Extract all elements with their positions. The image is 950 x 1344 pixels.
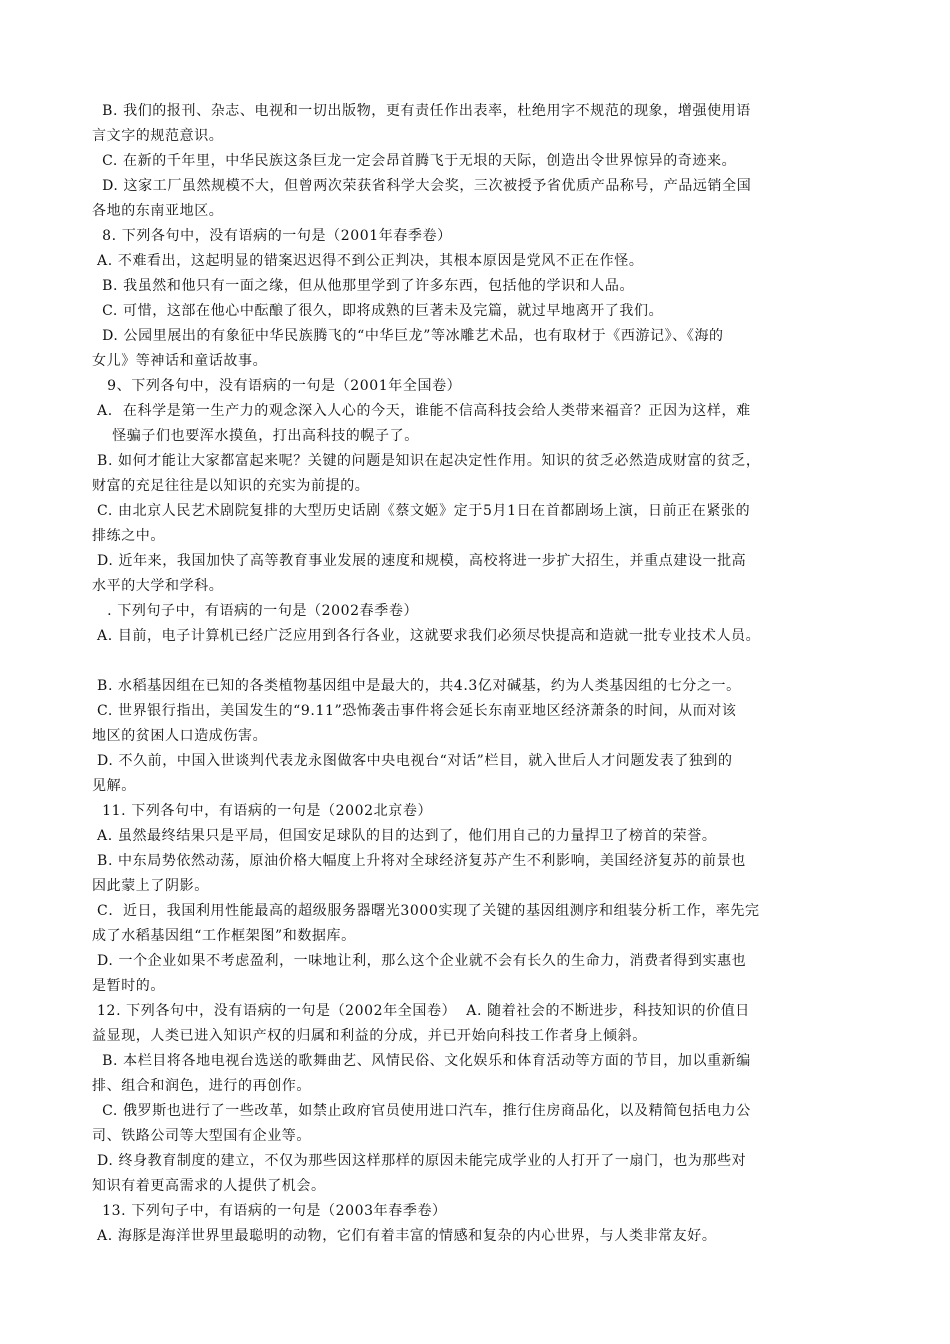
text-line: 排、组合和润色，进行的再创作。 xyxy=(92,1078,311,1094)
question-heading: 11. 下列各句中，有语病的一句是（2002北京卷） xyxy=(92,803,433,819)
text-line: 成了水稻基因组“工作框架图”和数据库。 xyxy=(92,928,356,944)
text-line: 是暂时的。 xyxy=(92,978,165,994)
text-line: B. 本栏目将各地电视台选送的歌舞曲艺、风情民俗、文化娱乐和体育活动等方面的节目，加以重新编 xyxy=(92,1053,751,1069)
text-line: D. 这家工厂虽然规模不大，但曾两次荣获省科学大会奖，三次被授予省优质产品称号，产品远销全国 xyxy=(92,178,752,194)
text-line: B. 中东局势依然动荡，原油价格大幅度上升将对全球经济复苏产生不利影响，美国经济复苏的前景也 xyxy=(92,853,746,869)
text-line: C．近日，我国利用性能最高的超级服务器曙光3000实现了关键的基因组测序和组装分析工作，率先完 xyxy=(92,903,760,919)
text-line: D. 公园里展出的有象征中华民族腾飞的“中华巨龙”等冰雕艺术品，也有取材于《西游记》、《海的 xyxy=(92,328,724,344)
text-line: A. 在科学是第一生产力的观念深入人心的今天，谁能不信高科技会给人类带来福音？正因为这样，难 xyxy=(92,403,751,419)
text-line: D. 终身教育制度的建立，不仅为那些因这样那样的原因未能完成学业的人打开了一扇门，也为那些对 xyxy=(92,1153,747,1169)
text-line: 女儿》等神话和童话故事。 xyxy=(92,353,268,369)
text-line: 因此蒙上了阴影。 xyxy=(92,878,209,894)
text-line: 各地的东南亚地区。 xyxy=(92,203,224,219)
text-line: C. 可惜，这部在他心中酝酿了很久，即将成熟的巨著未及完篇，就过早地离开了我们。 xyxy=(92,303,664,319)
text-line: C. 在新的千年里，中华民族这条巨龙一定会昂首腾飞于无垠的天际，创造出令世界惊异的奇迹来。 xyxy=(92,153,737,169)
text-line: 益显现，人类已进入知识产权的归属和利益的分成，并已开始向科技工作者身上倾斜。 xyxy=(92,1028,647,1044)
text-line: A. 目前，电子计算机已经广泛应用到各行各业，这就要求我们必须尽快提高和造就一批专业技术人员。 xyxy=(92,628,761,644)
text-line: C. 世界银行指出，美国发生的“9.11”恐怖袭击事件将会延长东南亚地区经济萧条的时间，从而对该 xyxy=(92,703,737,719)
text-line: C. 由北京人民艺术剧院复排的大型历史话剧《蔡文姬》定于5月1日在首都剧场上演，日前正在紧张的 xyxy=(92,503,751,519)
text-line: A. 海豚是海洋世界里最聪明的动物，它们有着丰富的情感和复杂的内心世界，与人类非常友好。 xyxy=(92,1228,717,1244)
text-line: 水平的大学和学科。 xyxy=(92,578,224,594)
question-heading: 13. 下列句子中，有语病的一句是（2003年春季卷） xyxy=(92,1203,447,1219)
text-line: C. 俄罗斯也进行了一些改革，如禁止政府官员使用进口汽车，推行住房商品化，以及精简包括电力公 xyxy=(92,1103,751,1119)
text-line: D. 近年来，我国加快了高等教育事业发展的速度和规模，高校将进一步扩大招生，并重点建设一批高 xyxy=(92,553,747,569)
question-heading: 12. 下列各句中，没有语病的一句是（2002年全国卷） A. 随着社会的不断进步，科技知识的价值日 xyxy=(92,1003,750,1019)
text-line: 言文字的规范意识。 xyxy=(92,128,224,144)
text-line: 司、铁路公司等大型国有企业等。 xyxy=(92,1128,311,1144)
text-line: 怪骗子们也要浑水摸鱼，打出高科技的幌子了。 xyxy=(92,428,419,444)
text-line: 地区的贫困人口造成伤害。 xyxy=(92,728,268,744)
text-line: A. 不难看出，这起明显的错案迟迟得不到公正判决，其根本原因是党风不正在作怪。 xyxy=(92,253,644,269)
text-line: 财富的充足往往是以知识的充实为前提的。 xyxy=(92,478,370,494)
text-line: B. 如何才能让大家都富起来呢？关键的问题是知识在起决定性作用。知识的贫乏必然造成财富的贫乏， xyxy=(92,453,761,469)
text-line: D. 不久前，中国入世谈判代表龙永图做客中央电视台“对话”栏目，就入世后人才问题发表了独到的 xyxy=(92,753,733,769)
text-line: 见解。 xyxy=(92,778,136,794)
text-line: A. 虽然最终结果只是平局，但国安足球队的目的达到了，他们用自己的力量捍卫了榜首的荣誉。 xyxy=(92,828,717,844)
text-line: 排练之中。 xyxy=(92,528,165,544)
text-line: D. 一个企业如果不考虑盈利，一味地让利，那么这个企业就不会有长久的生命力，消费者得到实惠也 xyxy=(92,953,747,969)
text-line: B. 水稻基因组在已知的各类植物基因组中是最大的，共4.3亿对碱基，约为人类基因组的七分之一。 xyxy=(92,678,741,694)
text-line: 知识有着更高需求的人提供了机会。 xyxy=(92,1178,326,1194)
question-heading: 8. 下列各句中，没有语病的一句是（2001年春季卷） xyxy=(92,228,452,244)
text-line: B. 我们的报刊、杂志、电视和一切出版物，更有责任作出表率，杜绝用字不规范的现象，增强使用语 xyxy=(92,103,751,119)
question-heading: . 下列句子中，有语病的一句是（2002春季卷） xyxy=(92,603,419,619)
question-heading: 9、下列各句中，没有语病的一句是（2001年全国卷） xyxy=(92,378,462,394)
text-line: B. 我虽然和他只有一面之缘，但从他那里学到了许多东西，包括他的学识和人品。 xyxy=(92,278,635,294)
